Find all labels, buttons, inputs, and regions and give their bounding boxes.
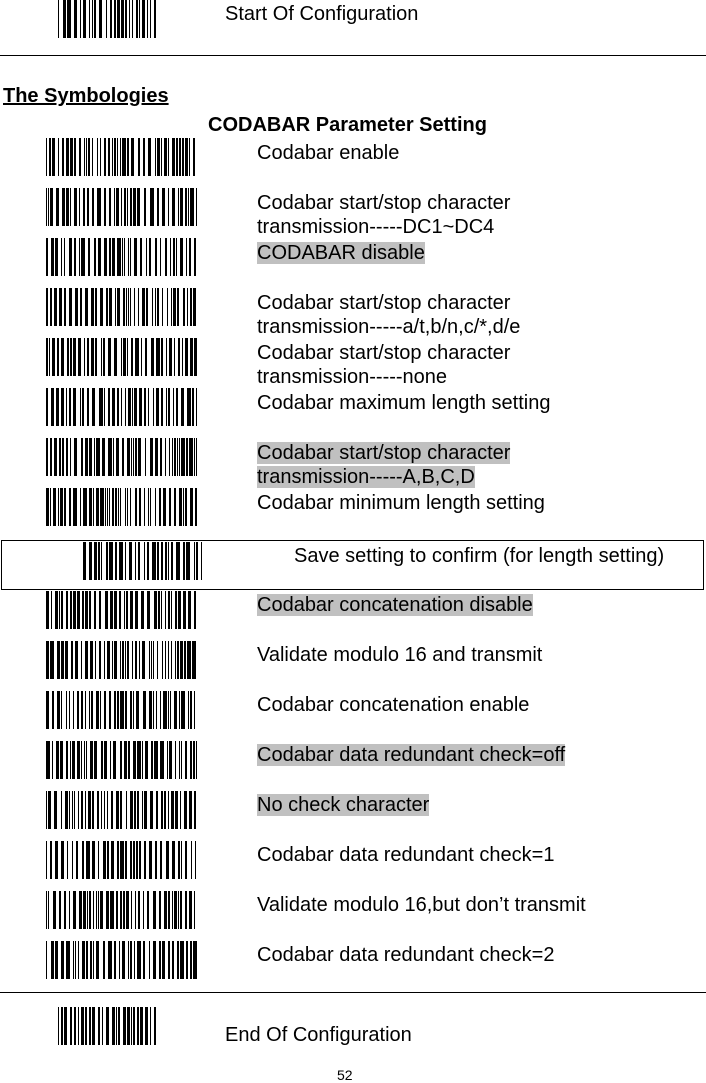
option-label bbox=[257, 141, 399, 165]
barcode-redundant-2 bbox=[46, 941, 197, 979]
option-text: Codabar start/stop character bbox=[257, 442, 511, 464]
option-label bbox=[257, 291, 520, 339]
option-label bbox=[257, 793, 429, 817]
barcode-redundant-off bbox=[46, 741, 197, 779]
option-label bbox=[257, 943, 554, 967]
option-text: Codabar minimum length setting bbox=[257, 492, 545, 514]
option-text: Validate modulo 16 and transmit bbox=[257, 644, 543, 666]
option-text: No check character bbox=[257, 794, 430, 816]
parameter-title: CODABAR Parameter Setting bbox=[208, 114, 487, 136]
barcode-concat-disable bbox=[46, 591, 197, 629]
option-text: transmission-----DC1~DC4 bbox=[257, 216, 495, 238]
save-setting-label: Save setting to confirm (for length setting) bbox=[294, 545, 665, 567]
barcode-startstop-abcd bbox=[46, 438, 197, 476]
option-text: Codabar data redundant check=2 bbox=[257, 944, 555, 966]
barcode-max-length bbox=[46, 388, 197, 426]
option-text: Codabar start/stop character bbox=[257, 292, 511, 314]
option-text: Codabar enable bbox=[257, 142, 400, 164]
option-label bbox=[257, 441, 510, 489]
section-title: The Symbologies bbox=[3, 85, 169, 107]
barcode-redundant-1 bbox=[46, 841, 197, 879]
option-label bbox=[257, 743, 565, 767]
start-config-barcode bbox=[58, 0, 156, 38]
barcode-no-check bbox=[46, 791, 197, 829]
option-label bbox=[257, 491, 545, 515]
start-config-label: Start Of Configuration bbox=[225, 3, 419, 25]
option-text: Codabar concatenation disable bbox=[257, 594, 533, 616]
option-label bbox=[257, 191, 510, 239]
end-config-barcode bbox=[58, 1007, 156, 1045]
barcode-mod16-transmit bbox=[46, 641, 197, 679]
option-label bbox=[257, 893, 586, 917]
option-text: Codabar start/stop character bbox=[257, 342, 511, 364]
barcode-codabar-disable bbox=[46, 238, 197, 276]
option-label bbox=[257, 341, 510, 389]
barcode-startstop-atbncde bbox=[46, 288, 197, 326]
option-label bbox=[257, 241, 425, 265]
page-number: 52 bbox=[337, 1067, 353, 1083]
barcode-startstop-dc bbox=[46, 188, 197, 226]
option-text: Codabar data redundant check=1 bbox=[257, 844, 555, 866]
option-label bbox=[257, 593, 533, 617]
option-text: Codabar start/stop character bbox=[257, 192, 511, 214]
barcode-startstop-none bbox=[46, 338, 197, 376]
barcode-mod16-no-transmit bbox=[46, 891, 197, 929]
option-text: transmission-----A,B,C,D bbox=[257, 466, 475, 488]
header-divider bbox=[0, 55, 706, 56]
option-text: Codabar data redundant check=off bbox=[257, 744, 566, 766]
end-config-label: End Of Configuration bbox=[225, 1024, 412, 1046]
option-text: Codabar concatenation enable bbox=[257, 694, 530, 716]
option-text: transmission-----a/t,b/n,c/*,d/e bbox=[257, 316, 521, 338]
footer-divider bbox=[0, 992, 706, 993]
option-text: CODABAR disable bbox=[257, 242, 425, 264]
barcode-save-setting bbox=[83, 542, 202, 580]
option-label bbox=[257, 843, 554, 867]
option-label bbox=[257, 643, 542, 667]
option-label bbox=[257, 391, 550, 415]
barcode-codabar-enable bbox=[46, 138, 197, 176]
option-text: transmission-----none bbox=[257, 366, 448, 388]
option-text: Codabar maximum length setting bbox=[257, 392, 551, 414]
option-label bbox=[257, 693, 529, 717]
barcode-concat-enable bbox=[46, 691, 197, 729]
option-text: Validate modulo 16,but don’t transmit bbox=[257, 894, 586, 916]
barcode-min-length bbox=[46, 488, 197, 526]
